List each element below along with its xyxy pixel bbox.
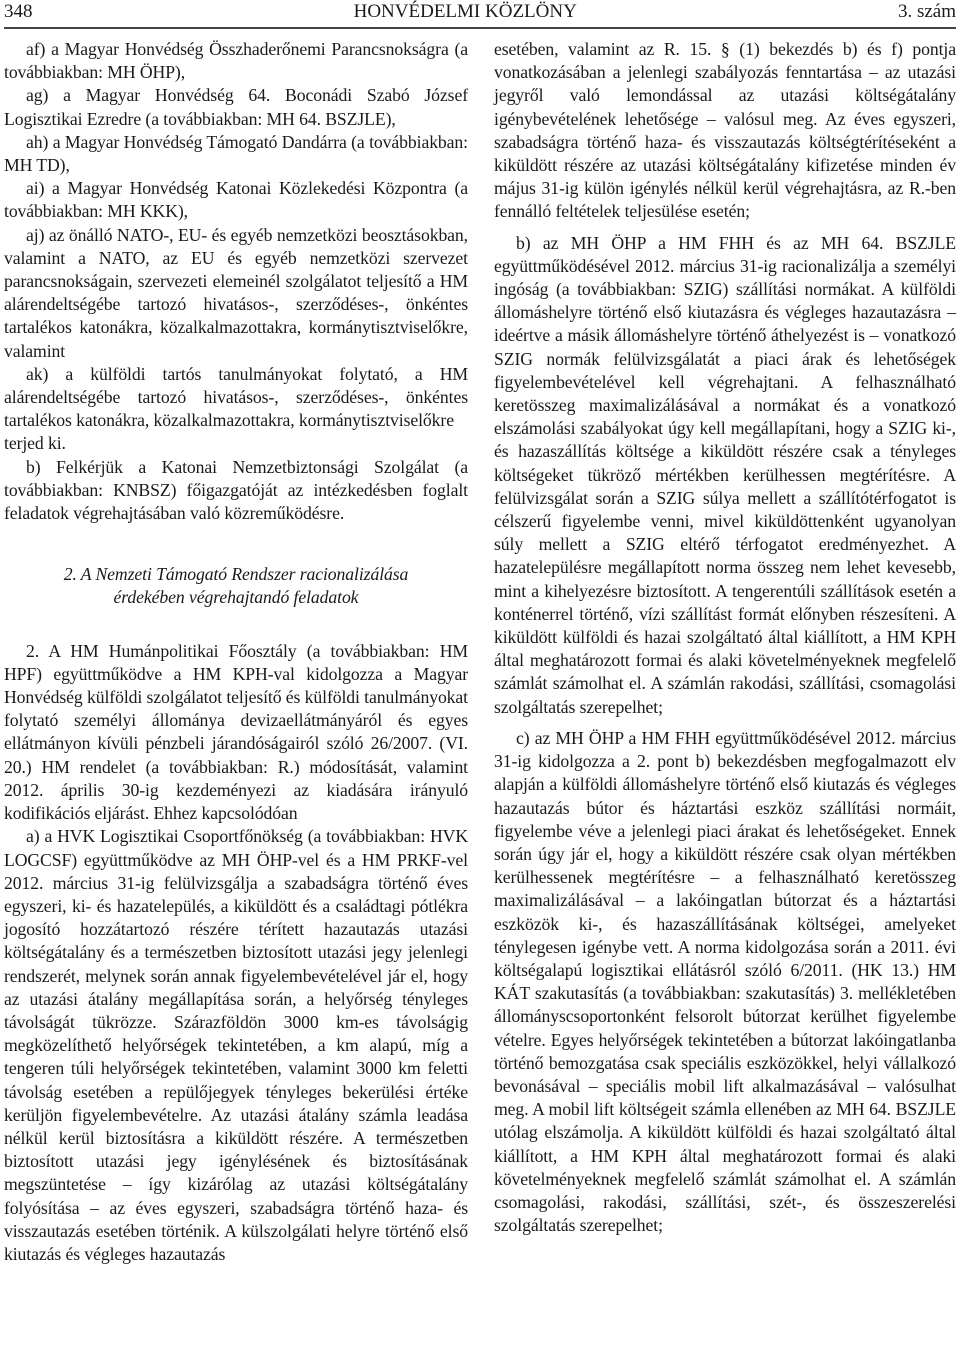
section-spacer-after (4, 610, 468, 640)
paragraph-gap (494, 719, 956, 727)
journal-title: HONVÉDELMI KÖZLÖNY (353, 1, 577, 22)
paragraph-gap (494, 224, 956, 232)
paragraph-ai: ai) a Magyar Honvédség Katonai Közlekedési Központra (a továbbiakban: MH KKK), (4, 178, 468, 222)
paragraph-2-hm-hpf: 2. A HM Humánpolitikai Főosztály (a továbbiakban: HM HPF) együttműködve a HM KPH-val kidolgozza a Magyar Honvédség külföldi szolgálatot teljesítő és külföldi tanulmányokat folytató személyi állománya devizaellátmányáról és egyes ellátmányon kívüli pénzbeli járandóságairól szóló 26/2007. (VI. 20.) HM rendelet (a továbbiakban: R.) módosítását, valamint 2012. április 30-ig kezdeményezi az kiadására irányuló kodifikációs eljárást. Ehhez kapcsolódóan (4, 640, 468, 824)
paragraph-aj: aj) az önálló NATO-, EU- és egyéb nemzetközi beosztásokban, valamint a NATO, az EU és egyéb nemzetközi szervezet parancsnokságain, szervezeti elemeinél szolgálatot teljesítő a HM alárendeltségébe tartozó hivatásos-, szerződéses-, önkéntes tartalékos katonákra, közalkalmazottakra, kormánytisztviselőkre, valamint (4, 224, 468, 361)
page-header (4, 0, 956, 30)
section-heading-line-2: érdekében végrehajtandó feladatok (113, 587, 359, 608)
paragraph-c-butor: c) az MH ÖHP a HM FHH együttműködésével 2012. március 31-ig kidolgozza a 2. pont b) bekezdésben megfogalmazott elv alapján a külföldi állomáshelyre történő első kiutazás és végleges hazautazás bútor és háztartási eszköz szállítási normáit, figyelembe véve a jelenlegi piaci árakat és lehetőségeket. Ennek során úgy jár el, hogy a kiküldött részére csak olyan mértékben kerülhessenek megtérítésre – a felhasználható keretösszeg maximalizálásával – a lakóingatlan bútorzat és a háztartási eszközök ki-, és hazaszállításának költségei, amelyeket ténylegesen igénybe vett. A norma kidolgozása során a 2011. évi költségalapú logisztikai ellátásról szóló 6/2011. (HK 13.) HM KÁT szakutasítás (a továbbiakban: szakutasítás) 3. mellékletében állományscsoportonként felsorolt bútorzat kerülhet figyelembe vételre. Egyes helyőrségek tekintetében a bútorzat lakóingatlanba történő bemozgatása csak speciális eszközökkel, helyi vállalkozó bevonásával – speciális mobil lift alkalmazásával – valósulhat meg. A mobil lift költségeit számla ellenében az MH 64. BSZJLE utólag elszámolja. A kiküldött külföldi és hazai szolgáltató által kiállított, a HM KPH által meghatározott formai és alaki követelményeknek megfelelő számlát számolhat el. A számlán csomagolási, rakodási, szállítási, szét-, és összeszerelési szolgáltatás szerepelhet; (494, 727, 956, 1236)
section-heading-line-1: 2. A Nemzeti Támogató Rendszer racionalizálása (63, 564, 409, 585)
issue-number: 3. szám (897, 1, 956, 22)
section-spacer (4, 525, 468, 563)
header-divider (4, 27, 956, 29)
paragraph-b-knbsz: b) Felkérjük a Katonai Nemzetbiztonsági Szolgálat (a továbbiakban: KNBSZ) főigazgatóját az intézkedésben foglalt feladatok végrehajtásában való közreműködésre. (4, 456, 468, 524)
paragraph-terjed-ki: terjed ki. (4, 433, 66, 454)
left-column (4, 38, 468, 1266)
paragraph-ag: ag) a Magyar Honvédség 64. Boconádi Szabó József Logisztikai Ezredre (a továbbiakban: MH 64. BSZJLE), (4, 85, 468, 129)
paragraph-ah: ah) a Magyar Honvédség Támogató Dandárra (a továbbiakban: MH TD), (4, 131, 468, 176)
paragraph-ak: ak) a külföldi tartós tanulmányokat folytató, a HM alárendeltségébe tartozó hivatásos-, szerződéses-, önkéntes tartalékos katonákra, közalkalmazottakra, kormánytisztviselőkre (4, 363, 468, 431)
paragraph-continuation: esetében, valamint az R. 15. § (1) bekezdés b) és f) pontja vonatkozásában a jelenlegi szabályozás fenntartása – az utazási jegyről való lemondással az utazási költségátalány igénybevételének lehetősége – valósul meg. Az éves egyszeri, szabadságra történő haza- és visszautazás költségtérítéseként a kiküldött részére az utazási költségátalány kifizetése minden év május 31-ig külön igénylés nélkül kerül végrehajtásra, az R.-ben fennálló feltételek teljesülése esetén; (494, 39, 956, 222)
paragraph-a-hvk-logcsf: a) a HVK Logisztikai Csoportfőnökség (a továbbiakban: HVK LOGCSF) együttműködve az MH ÖHP-vel és a HM PRKF-vel 2012. március 31-ig felülvizsgálja a szabadságra történő éves egyszeri, ki- és hazatelepülés, a kiküldött és a családtagi pótlékra jogosító hozzátartozó részére térített hazautazás utazási költségátalány és a természetben biztosított utazási jegy jelenlegi rendszerét, melynek során annak figyelembevételével jár el, hogy az utazási átalány megállapítása során, a helyőrség tényleges távolságát tükrözze. Szárazföldön 3000 km-es távolságig megközelíthető helyőrségek tekintetében, a km alapú, míg a tengeren túli helyőrségek tekintetében, valamint 3000 km feletti távolság esetében a repülőjegyek tényleges bekerülési értéke kerüljön figyelembevételre. Az utazási átalány számla leadása nélkül kerül biztosításra a kiküldött részére. A természetben biztosított utazási jegy igénylésének és biztosításának megszüntetése – így kizárólag az utazási költségátalány folyósítása – az éves egyszeri, szabadságra történő haza- és visszautazás esetében történik. A külszolgálati helyre történő első kiutazás és végleges hazautazás (4, 826, 468, 1264)
paragraph-b-szig: b) az MH ÖHP a HM FHH és az MH 64. BSZJLE együttműködésével 2012. március 31-ig racionalizálja a személyi ingóság (a továbbiakban: SZIG) szállítási normákat. A külföldi állomáshelyre történő első kiutazásra és végleges hazautazásra – ideértve a másik állomáshelyre történő áthelyezést is – vonatkozó SZIG normák felülvizsgálatát a piaci árak és lehetőségek figyelembevételével kell végrehajtani. A felhasználható keretösszeg maximalizálásával a normákat és a vonatkozó elszámolási szabályokat úgy kell megállapítani, hogy a SZIG ki-, és hazaszállítás költsége a kiküldött részére csak a tényleges költségeket tükröző mértékben kerülhessen megtérítésre. A felülvizsgálat során a SZIG súlya mellett a szállítótérfogatot is célszerű figyelembe venni, mivel kiküldöttenként ugyanolyan súly mellett a SZIG eltérő térfogatot eredményezhet. A hazatelepülésre megállapított norma összeg nem lehet kevesebb, mint a kihelyezésre biztosított. A tengerentúli szállítások esetén a konténerrel történő, vízi szállítást formát előnyben részesíteni. A kiküldött külföldi és hazai szolgáltató által kiállított, a HM KPH által meghatározott formai és alaki követelményeknek megfelelő számlát számolhat el. A számlán rakodási, szállítási, csomagolási szolgáltatás szerepelhet; (494, 232, 956, 717)
right-column (494, 38, 956, 1237)
paragraph-af: af) a Magyar Honvédség Összhaderőnemi Parancsnokságra (a továbbiakban: MH ÖHP), (4, 39, 468, 83)
page-number: 348 (4, 1, 33, 22)
